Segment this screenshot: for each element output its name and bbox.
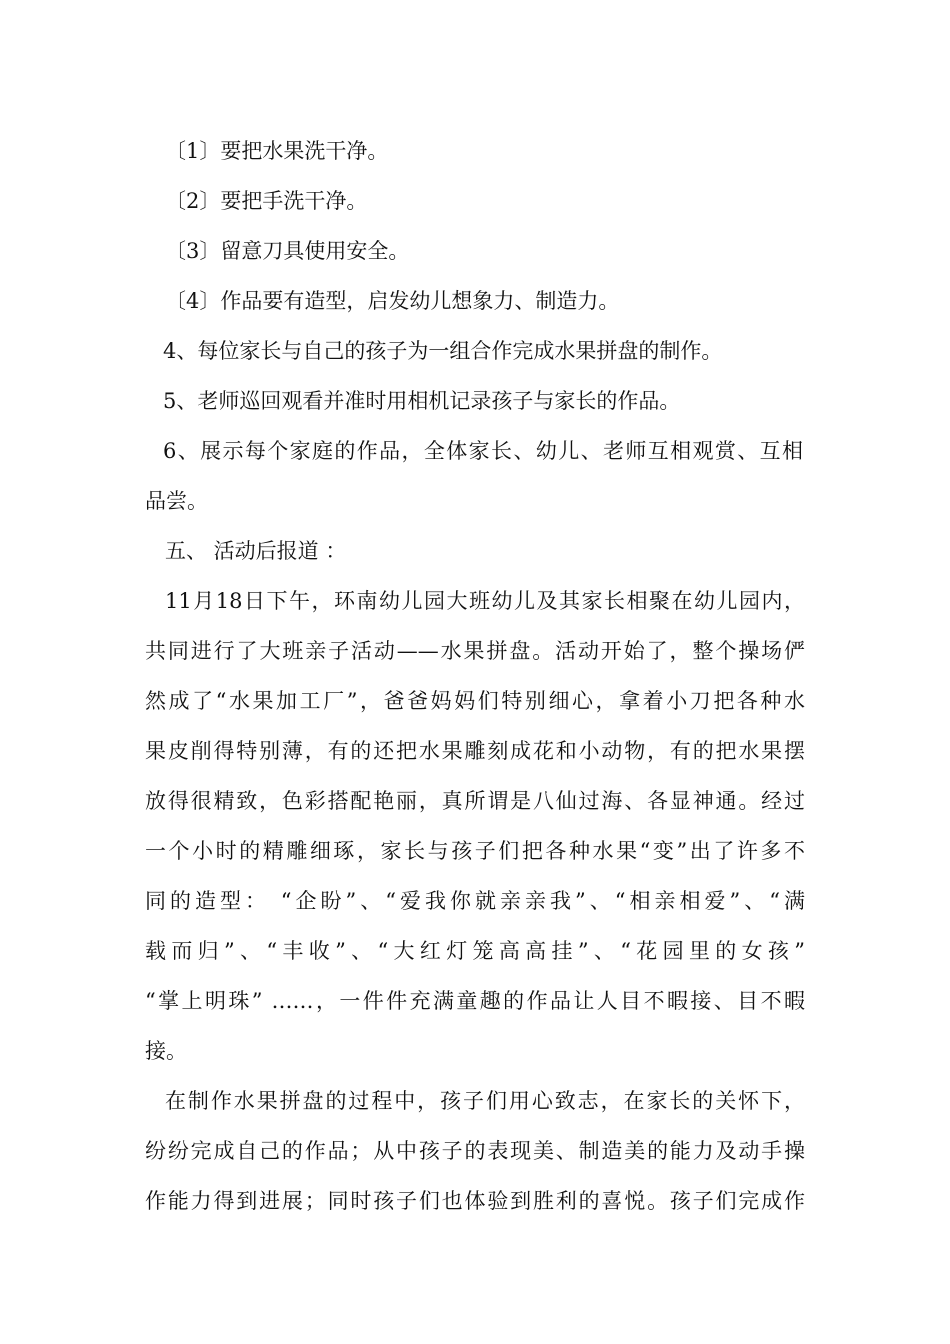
summary-line-1: 在制作水果拼盘的过程中，孩子们用心致志，在家长的关怀下， [165,1089,805,1113]
step-4: 4、每位家长与自己的孩子为一组合作完成水果拼盘的制作。 [163,339,723,363]
list-item-3: 〔3〕留意刀具使用安全。 [165,239,410,263]
step-6-line-2: 品尝。 [145,489,208,513]
report-line-2: 共同进行了大班亲子活动——水果拼盘。活动开始了，整个操场俨 [145,639,805,663]
step-6-line-1: 6、展示每个家庭的作品，全体家长、幼儿、老师互相观赏、互相 [163,439,803,463]
step-5: 5、老师巡回观看并准时用相机记录孩子与家长的作品。 [163,389,681,413]
report-line-6: 一个小时的精雕细琢，家长与孩子们把各种水果“变”出了许多不 [145,839,805,863]
summary-line-3: 作能力得到进展；同时孩子们也体验到胜利的喜悦。孩子们完成作 [145,1189,805,1213]
report-line-10: 接。 [145,1039,187,1063]
list-item-1: 〔1〕要把水果洗干净。 [165,139,389,163]
report-line-5: 放得很精致，色彩搭配艳丽，真所谓是八仙过海、各显神通。经过 [145,789,805,813]
report-line-8: 载而归”、“丰收”、“大红灯笼高高挂”、“花园里的女孩” [145,939,805,963]
list-item-4: 〔4〕作品要有造型，启发幼儿想象力、制造力。 [165,289,620,313]
report-line-4: 果皮削得特别薄，有的还把水果雕刻成花和小动物，有的把水果摆 [145,739,805,763]
report-line-7: 同的造型： “企盼”、“爱我你就亲亲我”、“相亲相爱”、“满 [145,889,805,913]
report-line-9: “掌上明珠” ……，一件件充满童趣的作品让人目不暇接、目不暇 [145,989,805,1013]
report-line-1: 11月18日下午，环南幼儿园大班幼儿及其家长相聚在幼儿园内， [165,589,805,613]
report-line-3: 然成了“水果加工厂”，爸爸妈妈们特别细心，拿着小刀把各种水 [145,689,805,713]
section-heading: 五、 活动后报道 ： [165,539,347,563]
list-item-2: 〔2〕要把手洗干净。 [165,189,368,213]
summary-line-2: 纷纷完成自己的作品；从中孩子的表现美、制造美的能力及动手操 [145,1139,805,1163]
